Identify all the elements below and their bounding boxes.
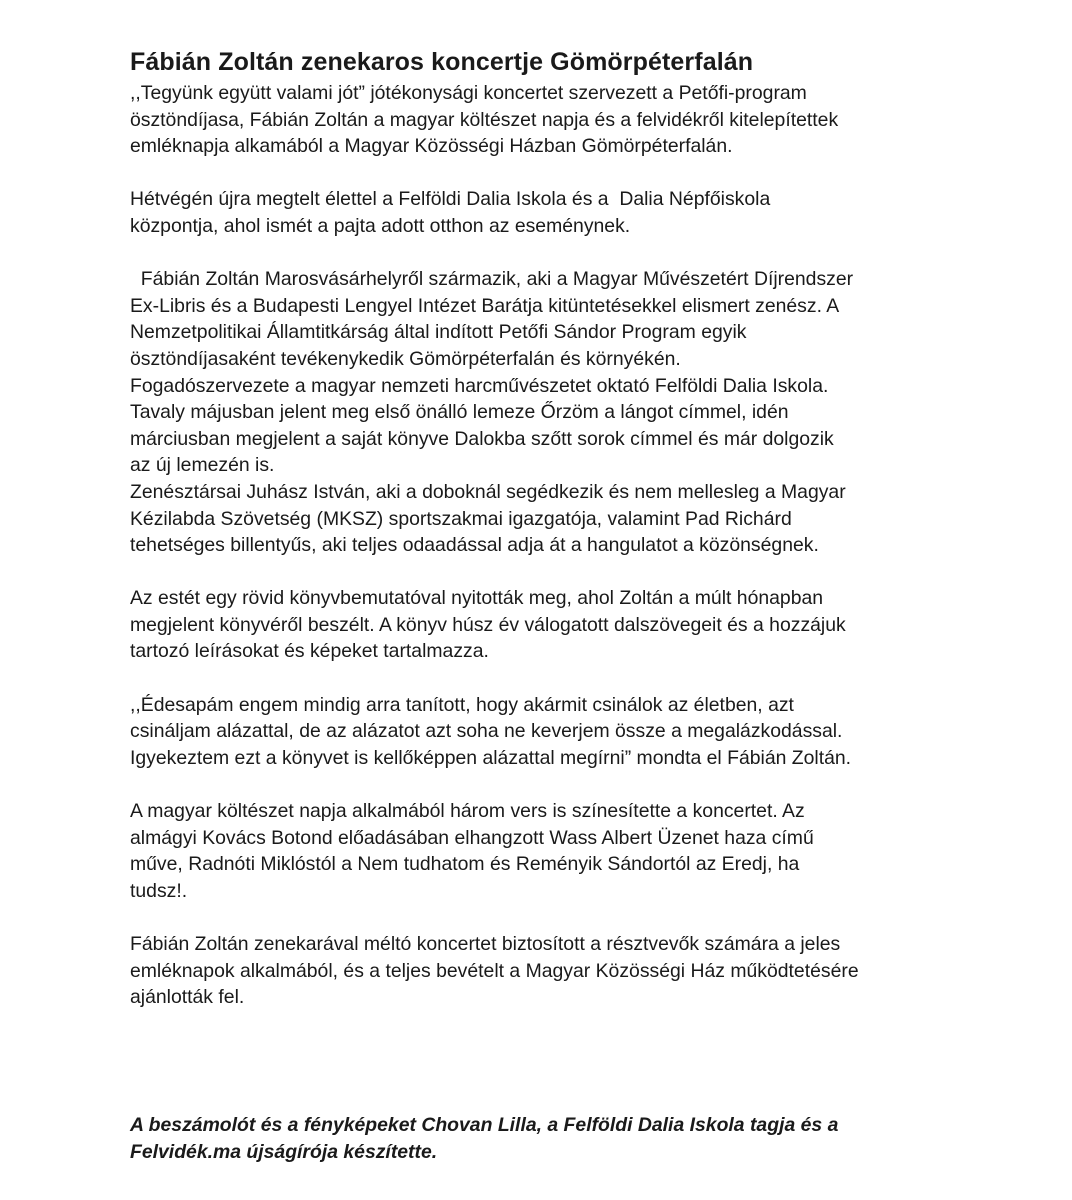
article-title: Fábián Zoltán zenekaros koncertje Gömörpéterfalán xyxy=(130,48,754,76)
text-line: ösztöndíjasaként tevékenykedik Gömörpéterfalán és környékén. xyxy=(130,347,681,370)
paragraph-quote xyxy=(130,692,960,772)
paragraph-venue xyxy=(130,186,960,239)
text-line: Nemzetpolitikai Államtitkárság által indított Petőfi Sándor Program egyik xyxy=(130,321,747,344)
text-line: ,,Édesapám engem mindig arra tanított, hogy akármit csinálok az életben, azt xyxy=(130,693,794,716)
text-line: az új lemezén is. xyxy=(130,454,275,477)
text-line: Tavaly májusban jelent meg első önálló lemeze Őrzöm a lángot címmel, idén xyxy=(130,401,789,424)
text-line: Az estét egy rövid könyvbemutatóval nyitották meg, ahol Zoltán a múlt hónapban xyxy=(130,587,824,610)
text-line: almágyi Kovács Botond előadásában elhangzott Wass Albert Üzenet haza című xyxy=(130,826,814,849)
text-line: emléknapja alkamából a Magyar Közösségi Házban Gömörpéterfalán. xyxy=(130,135,733,158)
text-line: csináljam alázattal, de az alázatot azt soha ne keverjem össze a megalázkodással. xyxy=(130,720,843,743)
text-line: Fábián Zoltán Marosvásárhelyről származik, aki a Magyar Művészetért Díjrendszer xyxy=(130,268,854,291)
text-line: Fábián Zoltán zenekarával méltó koncertet biztosított a résztvevők számára a jeles xyxy=(130,933,841,955)
paragraph-closing xyxy=(130,931,960,1011)
text-line: Fogadószervezete a magyar nemzeti harcművészetet oktató Felföldi Dalia Iskola. xyxy=(130,374,829,397)
text-line: ajánlották fel. xyxy=(130,986,245,1009)
article xyxy=(130,44,960,1011)
credit-line: Felvidék.ma újságírója készítette. xyxy=(130,1141,438,1163)
text-line: Zenésztársai Juhász István, aki a doboknál segédkezik és nem mellesleg a Magyar xyxy=(130,480,846,503)
paragraph-book-launch xyxy=(130,585,960,665)
text-line: ,,Tegyünk együtt valami jót” jótékonysági koncertet szervezett a Petőfi-program xyxy=(130,82,807,104)
text-line: márciusban megjelent a saját könyve Dalokba szőtt sorok címmel és már dolgozik xyxy=(130,427,834,450)
paragraph-biography xyxy=(130,266,960,559)
text-line: Kézilabda Szövetség (MKSZ) sportszakmai igazgatója, valamint Pad Richárd xyxy=(130,507,792,530)
text-line: Igyekeztem ezt a könyvet is kellőképpen alázattal megírni” mondta el Fábián Zoltán. xyxy=(130,746,852,769)
paragraph-intro xyxy=(130,80,960,160)
text-line: központja, ahol ismét a pajta adott otthon az eseménynek. xyxy=(130,214,631,237)
text-line: tudsz!. xyxy=(130,879,188,902)
text-line: tartozó leírásokat és képeket tartalmazza. xyxy=(130,640,489,663)
text-line: Ex-Libris és a Budapesti Lengyel Intézet Barátja kitüntetésekkel elismert zenész. A xyxy=(130,294,840,317)
credit-line: A beszámolót és a fényképeket Chovan Lilla, a Felföldi Dalia Iskola tagja és a xyxy=(130,1114,839,1136)
text-line: Hétvégén újra megtelt élettel a Felföldi Dalia Iskola és a Dalia Népfőiskola xyxy=(130,188,771,211)
text-line: emléknapok alkalmából, és a teljes bevételt a Magyar Közösségi Ház működtetésére xyxy=(130,959,859,982)
text-line: műve, Radnóti Miklóstól a Nem tudhatom és Reményik Sándortól az Eredj, ha xyxy=(130,853,800,876)
text-line: tehetséges billentyűs, aki teljes odaadással adja át a hangulatot a közönségnek. xyxy=(130,534,819,557)
text-line: A magyar költészet napja alkalmából három vers is színesítette a koncertet. Az xyxy=(130,800,805,823)
text-line: ösztöndíjasa, Fábián Zoltán a magyar költészet napja és a felvidékről kitelepítettek xyxy=(130,108,839,131)
author-credit xyxy=(130,1112,960,1166)
text-line: megjelent könyvéről beszélt. A könyv húsz év válogatott dalszövegeit és a hozzájuk xyxy=(130,613,846,636)
paragraph-poetry xyxy=(130,798,960,904)
